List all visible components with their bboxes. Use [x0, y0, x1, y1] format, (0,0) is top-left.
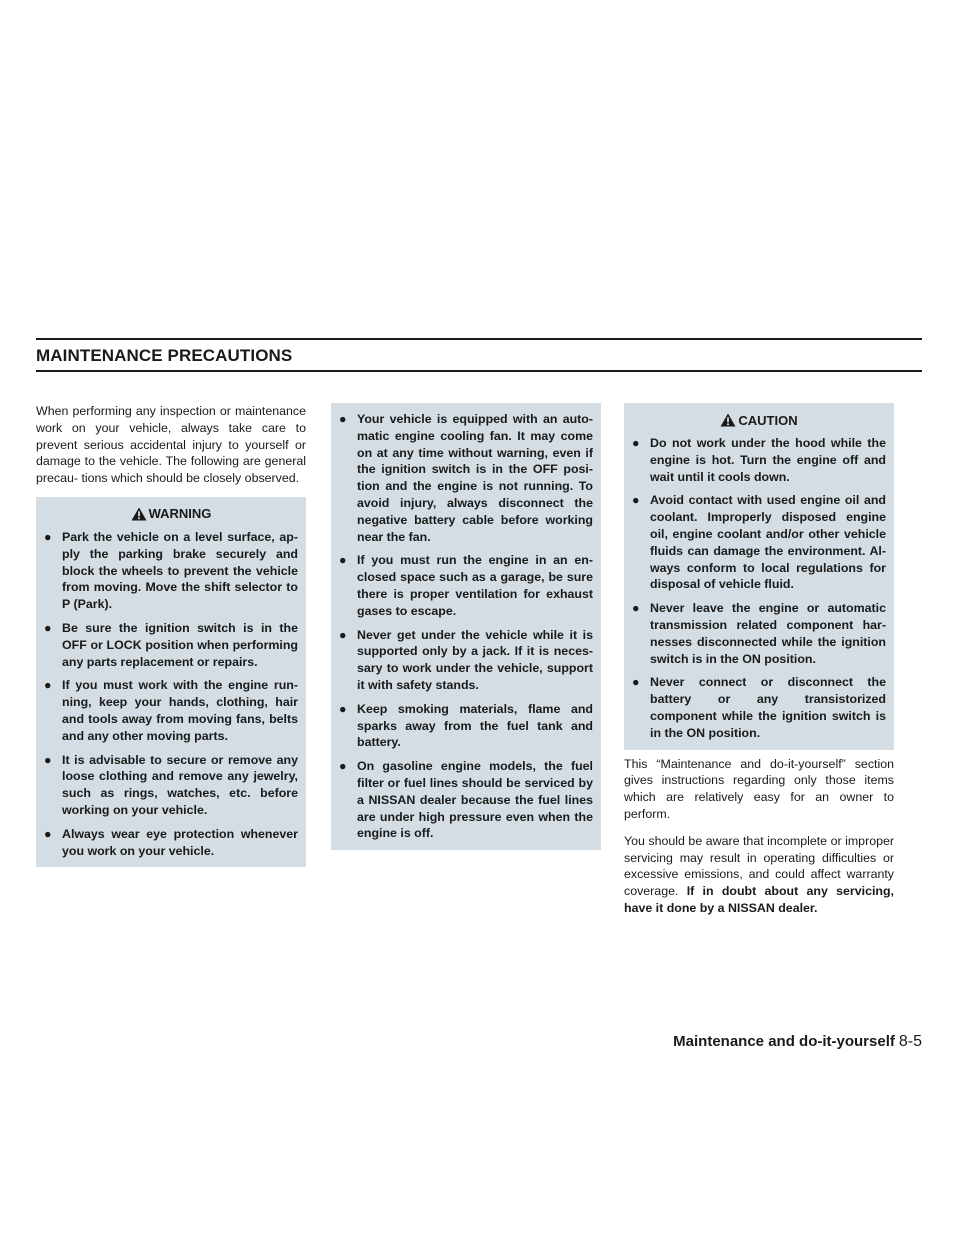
warning-header [44, 505, 298, 523]
section-rule-bottom [36, 370, 922, 372]
bullet: ● [339, 627, 347, 642]
bullet: ● [44, 826, 52, 841]
caution-item: ● Avoid contact with used engine oil and coolant. Improperly disposed engine oil, engine coolant and/or other vehicle fluids can damage the environment. Al- ways conform to local regulations for disposal of vehicle fluid. [632, 493, 886, 592]
column-1 [36, 403, 306, 867]
chapter-name: Maintenance and do-it-yourself [673, 1033, 895, 1050]
bullet: ● [44, 678, 52, 693]
warning-item: ● On gasoline engine models, the fuel filter or fuel lines should be serviced by a NISSAN dealer because the fuel lines are under high pressure even when the engine is off. [339, 759, 593, 841]
warning-triangle-icon [131, 507, 147, 521]
caution-item: ● Do not work under the hood while the engine is hot. Turn the engine off and wait until it cools down. [632, 436, 886, 484]
caution-list [632, 435, 886, 742]
warning-item: ● If you must work with the engine run- ning, keep your hands, clothing, hair and tools away from moving fans, belts and any other moving parts. [44, 678, 298, 743]
caution-heading: CAUTION [738, 412, 798, 428]
warning-item: ● Keep smoking materials, flame and sparks away from the fuel tank and battery. [339, 701, 593, 750]
warning-triangle-icon [720, 413, 736, 427]
bullet: ● [339, 553, 347, 568]
page-number: 8-5 [898, 1033, 922, 1050]
section-title: MAINTENANCE PRECAUTIONS [36, 346, 293, 365]
servicing-advice-paragraph: You should be aware that incomplete or improper servicing may result in operating difficulties or excessive emissions, and could affect warranty coverage. If in doubt about any servicing, have it done by a NISSAN dealer. [624, 833, 894, 915]
bullet: ● [44, 620, 52, 635]
section-rule-top [36, 338, 922, 340]
column-3 [624, 403, 894, 927]
page-footer [673, 1033, 922, 1051]
warning-item: ● If you must run the engine in an en- closed space such as a garage, be sure there is proper ventilation for exhaust gases to escape. [339, 553, 593, 618]
warning-heading: WARNING [148, 506, 212, 522]
warning-box-continued [331, 403, 601, 850]
bullet: ● [632, 436, 640, 450]
warning-item: ● Park the vehicle on a level surface, ap- ply the parking brake securely and block the wheels to prevent the vehicle from moving. Move the shift selector to P (Park). [44, 529, 298, 612]
bullet: ● [339, 412, 347, 426]
warning-list-2 [339, 411, 593, 842]
bullet: ● [339, 701, 347, 716]
dealer-advice-bold: If in doubt about any servicing, have it done by a NISSAN dealer. [624, 884, 894, 915]
bullet: ● [632, 675, 640, 690]
caution-item: ● Never leave the engine or automatic transmission related component har- nesses disconnected while the ignition switch is in the ON position. [632, 601, 886, 666]
caution-header [632, 411, 886, 429]
warning-item: ● Be sure the ignition switch is in the OFF or LOCK position when performing any parts replacement or repairs. [44, 620, 298, 669]
caution-box [624, 403, 894, 750]
warning-item: ● Never get under the vehicle while it is supported only by a jack. If it is neces- sary to work under the vehicle, support it with safety stands. [339, 627, 593, 692]
caution-item: ● Never connect or disconnect the battery or any transistorized component while the ignition switch is in the ON position. [632, 675, 886, 740]
bullet: ● [44, 529, 52, 544]
warning-box [36, 497, 306, 867]
bullet: ● [632, 493, 640, 508]
bullet: ● [339, 759, 347, 774]
intro-paragraph: When performing any inspection or maintenance work on your vehicle, always take care to prevent serious accidental injury to yourself or damage to the vehicle. The following are general precau- tions which should be closely observed. [36, 404, 306, 486]
column-2 [331, 403, 601, 850]
warning-item: ● Your vehicle is equipped with an auto- matic engine cooling fan. It may come on at any time without warning, even if the ignition switch is in the OFF posi- tion and the engine is not running. To avoid injury, always disconnect the negative battery cable before working near the fan. [339, 412, 593, 544]
warning-list-1 [44, 529, 298, 859]
warning-item: ● It is advisable to secure or remove any loose clothing and remove any jewelry, such as rings, watches, etc. before working on your vehicle. [44, 752, 298, 817]
bullet: ● [44, 752, 52, 767]
section-scope-paragraph: This “Maintenance and do-it-yourself” section gives instructions regarding only those items which are relatively easy for an owner to perform. [624, 756, 894, 821]
warning-item: ● Always wear eye protection whenever you work on your vehicle. [44, 826, 298, 858]
bullet: ● [632, 601, 640, 616]
